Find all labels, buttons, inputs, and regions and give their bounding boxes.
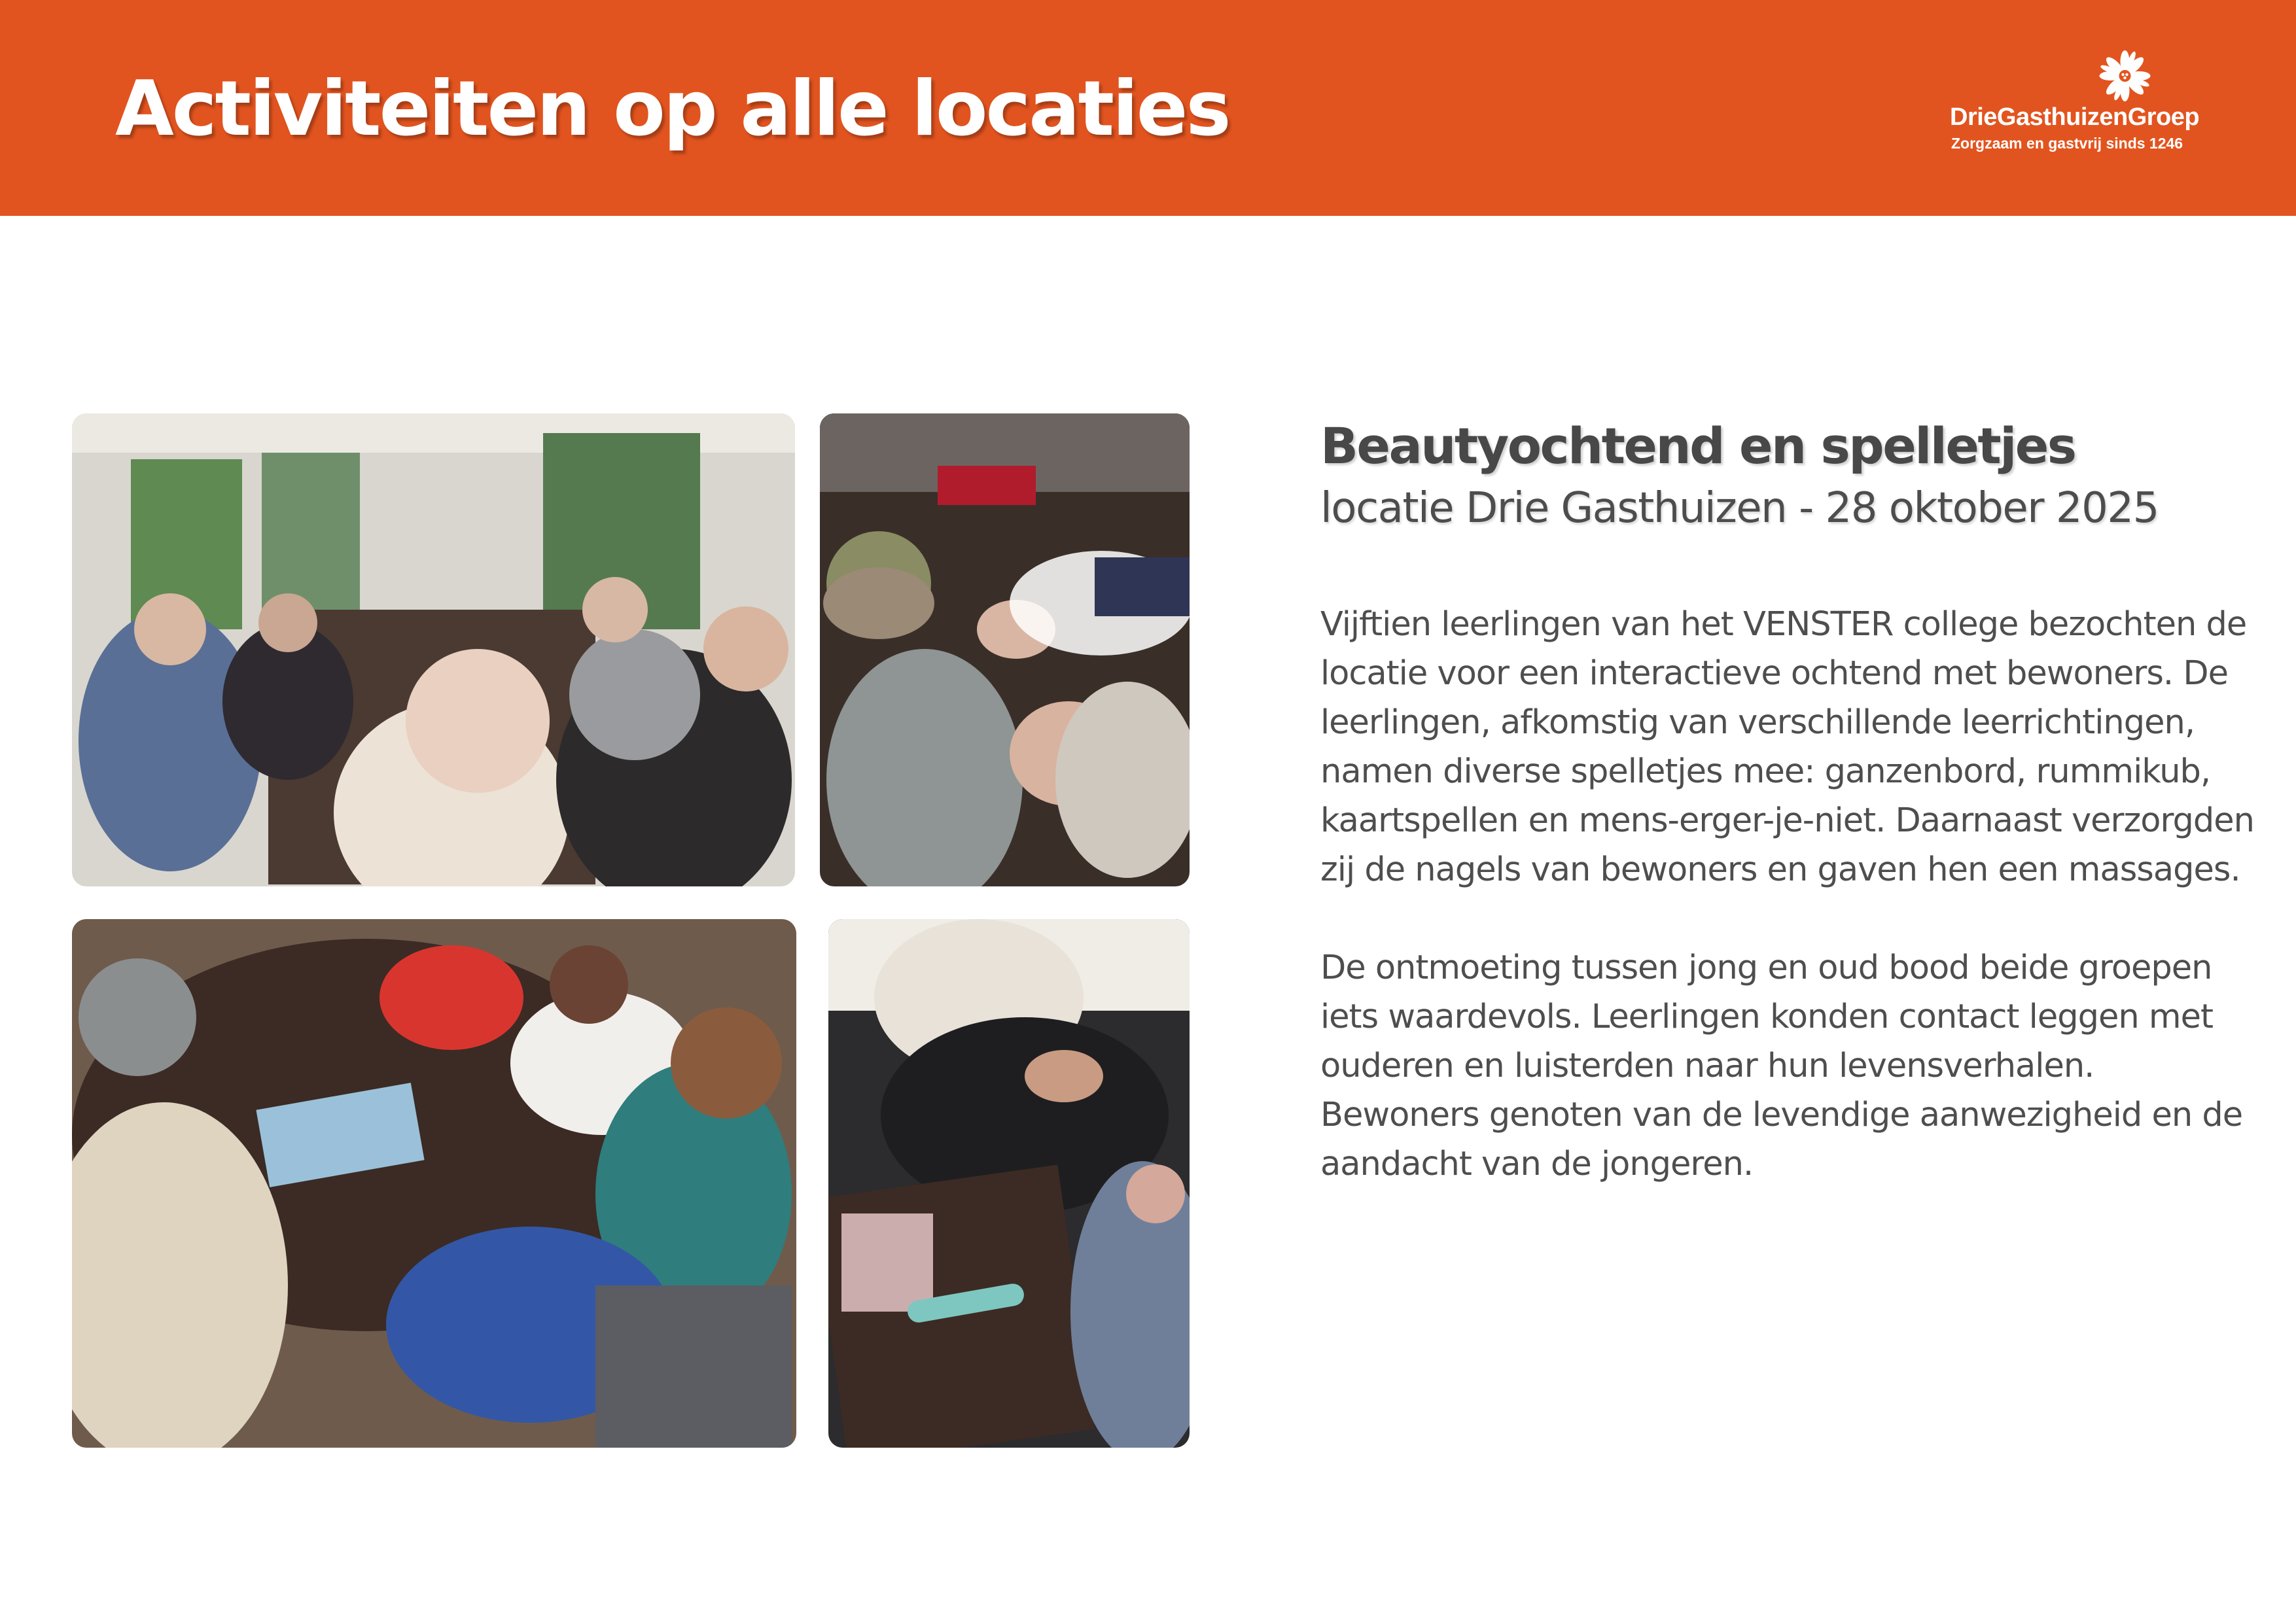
photo-residents-students-table-icon xyxy=(72,413,795,886)
article-paragraph: Vijftien leerlingen van het VENSTER college bezochten de locatie voor een interactieve ochtend met bewoners. De leerlingen, afkomstig van verschillende leerrichtingen, namen diverse spelletjes mee: ganzenbord, rummikub, kaartspellen en mens-erger-je-niet. Daarnaast verzorgden zij de nagels van bewoners en gaven hen een massages. xyxy=(1320,605,2254,889)
article-heading: Beautyochtend en spelletjes xyxy=(1320,417,2075,475)
logo-name: DrieGasthuizenGroep xyxy=(1950,103,2200,131)
photo-board-game xyxy=(72,919,796,1448)
photo-nail-care-icon xyxy=(820,413,1190,886)
article xyxy=(1320,413,2263,1238)
header-bar xyxy=(0,0,2296,216)
article-paragraph: De ontmoeting tussen jong en oud bood beide groepen iets waardevols. Leerlingen konden contact leggen met ouderen en luisterden naar hun levensverhalen. Bewoners genoten van de levendige aanwezigheid en de aandacht van de jongeren. xyxy=(1320,949,2243,1183)
page-title: Activiteiten op alle locaties xyxy=(115,65,1229,153)
photo-nail-care xyxy=(820,413,1190,886)
article-subheading: locatie Drie Gasthuizen - 28 oktober 2025 xyxy=(1320,484,2159,532)
edelweiss-logo-icon xyxy=(2084,50,2166,102)
photo-hand-massage xyxy=(828,919,1190,1448)
article-body xyxy=(1320,600,2263,1189)
logo-tagline: Zorgzaam en gastvrij sinds 1246 xyxy=(1951,135,2183,152)
photo-residents-students xyxy=(72,413,795,886)
photo-board-game-icon xyxy=(72,919,796,1448)
photo-hand-massage-icon xyxy=(828,919,1190,1448)
brand-logo xyxy=(1937,50,2200,164)
